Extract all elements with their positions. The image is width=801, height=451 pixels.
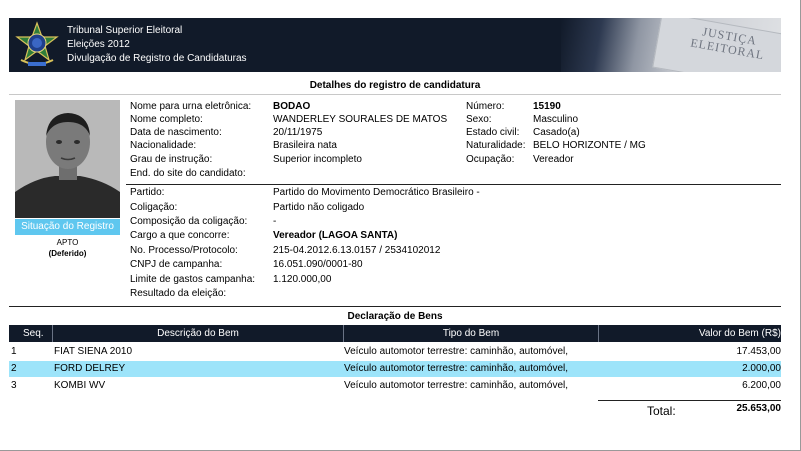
spending-limit-label: Limite de gastos campanha:: [130, 274, 256, 285]
column-header-value: Valor do Bem (R$): [698, 328, 781, 339]
row-description: KOMBI WV: [54, 380, 106, 391]
header-plaque-text: JUSTIÇA ELEITORAL: [689, 24, 766, 63]
website-label: End. do site do candidato:: [130, 168, 246, 179]
marital-status-label: Estado civil:: [466, 127, 520, 138]
full-name-value: WANDERLEY SOURALES DE MATOS: [273, 114, 448, 125]
process-number-label: No. Processo/Protocolo:: [130, 245, 238, 256]
birthplace-value: BELO HORIZONTE / MG: [533, 140, 646, 151]
coalition-composition-label: Composição da coligação:: [130, 216, 248, 227]
header-photo: [561, 18, 781, 72]
table-row: [9, 361, 781, 377]
table-row: [9, 344, 781, 360]
row-seq: 3: [11, 380, 17, 391]
row-type: Veículo automotor terrestre: caminhão, automóvel,: [344, 380, 569, 391]
occupation-label: Ocupação:: [466, 154, 515, 165]
number-label: Número:: [466, 101, 505, 112]
header-title-block: [67, 24, 247, 66]
assets-top-divider: [9, 306, 781, 307]
ballot-name-label: Nome para urna eletrônica:: [130, 101, 252, 112]
ballot-name-value: BODAO: [273, 101, 311, 112]
row-description: FIAT SIENA 2010: [54, 346, 133, 357]
birthplace-label: Naturalidade:: [466, 140, 526, 151]
office-label: Cargo a que concorre:: [130, 230, 230, 241]
header-court-name: Tribunal Superior Eleitoral: [67, 25, 183, 36]
campaign-cnpj-label: CNPJ de campanha:: [130, 259, 223, 270]
row-type: Veículo automotor terrestre: caminhão, automóvel,: [344, 346, 569, 357]
coalition-label: Coligação:: [130, 202, 178, 213]
row-seq: 2: [11, 363, 17, 374]
total-value: 25.653,00: [736, 403, 781, 414]
row-value: 17.453,00: [736, 346, 781, 357]
column-header-type: Tipo do Bem: [442, 328, 500, 339]
details-mid-divider: [126, 184, 781, 185]
registration-status-detail: (Deferido): [48, 249, 87, 258]
candidate-portrait-icon: [15, 100, 120, 218]
birth-date-value: 20/11/1975: [273, 127, 323, 138]
election-result-label: Resultado da eleição:: [130, 288, 227, 299]
sex-value: Masculino: [533, 114, 579, 125]
row-seq: 1: [11, 346, 17, 357]
coalition-value: Partido não coligado: [273, 202, 365, 213]
column-header-seq: Seq.: [23, 328, 44, 339]
campaign-cnpj-value: 16.051.090/0001-80: [273, 259, 363, 270]
occupation-value: Vereador: [533, 154, 574, 165]
birth-date-label: Data de nascimento:: [130, 127, 222, 138]
party-label: Partido:: [130, 187, 165, 198]
total-divider: [598, 400, 781, 401]
table-row: [9, 378, 781, 394]
header-election-year: Eleições 2012: [67, 39, 130, 50]
coalition-composition-value: -: [273, 216, 277, 227]
details-section-title: Detalhes do registro de candidatura: [309, 80, 481, 91]
column-separator: [598, 325, 599, 342]
party-value: Partido do Movimento Democrático Brasileiro -: [273, 187, 480, 198]
details-top-divider: [9, 94, 781, 95]
nationality-value: Brasileira nata: [273, 140, 337, 151]
registration-status-bar: Situação do Registro: [15, 219, 120, 235]
assets-table-header: [9, 325, 781, 342]
process-number-value: 215-04.2012.6.13.0157 / 2534102012: [273, 245, 441, 256]
row-description: FORD DELREY: [54, 363, 126, 374]
row-type: Veículo automotor terrestre: caminhão, automóvel,: [344, 363, 569, 374]
spending-limit-value: 1.120.000,00: [273, 274, 332, 285]
office-value: Vereador (LAGOA SANTA): [273, 230, 398, 241]
header-subtitle: Divulgação de Registro de Candidaturas: [67, 53, 247, 64]
education-value: Superior incompleto: [273, 154, 362, 165]
candidate-photo: [15, 100, 120, 218]
total-label: Total:: [647, 404, 676, 418]
column-header-description: Descrição do Bem: [157, 328, 239, 339]
number-value: 15190: [533, 101, 561, 112]
education-label: Grau de instrução:: [130, 154, 213, 165]
marital-status-value: Casado(a): [533, 127, 580, 138]
row-value: 2.000,00: [742, 363, 781, 374]
header-banner: [9, 18, 781, 72]
brasao-republica-icon: [11, 20, 63, 70]
full-name-label: Nome completo:: [130, 114, 203, 125]
nationality-label: Nacionalidade:: [130, 140, 197, 151]
row-value: 6.200,00: [742, 380, 781, 391]
sex-label: Sexo:: [466, 114, 492, 125]
assets-section-title: Declaração de Bens: [347, 311, 443, 322]
registration-status-value: APTO: [56, 238, 79, 247]
